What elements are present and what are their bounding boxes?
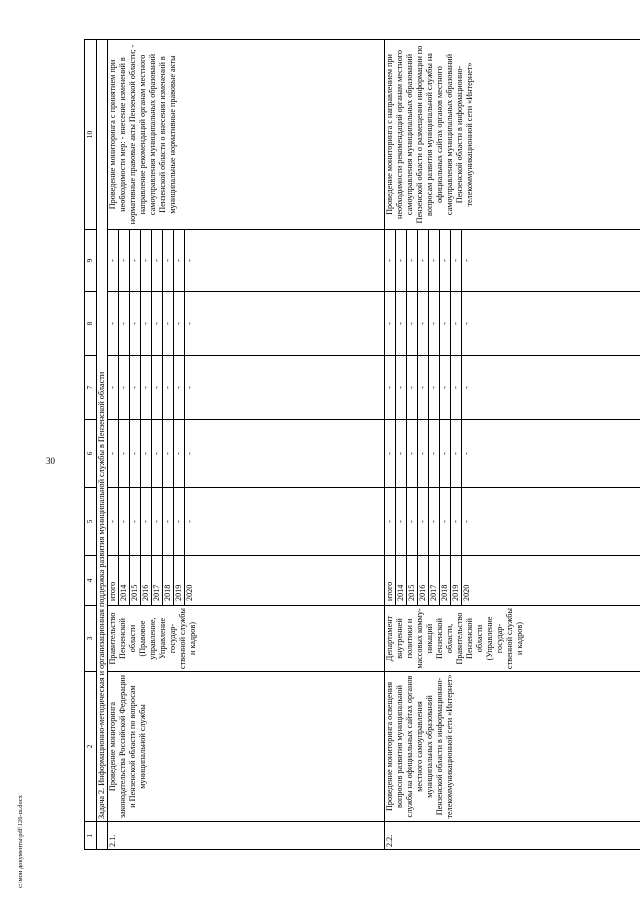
value-cell: - <box>462 292 640 356</box>
value-cell: - <box>108 488 119 556</box>
table-row <box>385 40 396 850</box>
value-cell: - <box>440 356 451 420</box>
value-cell: - <box>185 230 385 292</box>
value-cell: - <box>462 488 640 556</box>
header-cell: 2 <box>85 672 97 822</box>
header-row <box>85 40 97 850</box>
value-cell: - <box>385 420 396 488</box>
value-cell: - <box>429 488 440 556</box>
row-name: Проведение мониторинга освещения вопросов развития муниципальной службы на официальных сайтах органов местного самоуправления муниципальных образований Пензенской области в информационно-телекоммуникационной сети «Интернет» <box>385 672 640 822</box>
year-cell: 2020 <box>462 556 640 606</box>
value-cell: - <box>119 292 130 356</box>
value-cell: - <box>130 420 141 488</box>
value-cell: - <box>174 420 185 488</box>
year-cell: 2018 <box>163 556 174 606</box>
row-result: Проведение мониторинга с принятием при необходимости мер: - внесение изменений в нормативные правовые акты Пензенской области; - направление рекомендаций органам местного самоуправления муниципальных образований Пензенской области о внесении изменений в муниципальные нормативные правовые акты <box>108 40 385 230</box>
year-cell: 2019 <box>451 556 462 606</box>
value-cell: - <box>119 356 130 420</box>
value-cell: - <box>152 356 163 420</box>
value-cell: - <box>163 488 174 556</box>
row-name: Проведение мониторинга законодательства Российской Федерации и Пензенской области по вопросам муниципальной службы <box>108 672 385 822</box>
year-cell: итого <box>385 556 396 606</box>
row-executor: Департамент внутренней политики и массовых комму-никаций Пензенской области, Правительство Пензенской области (Управление государ-ственной службы и кадров) <box>385 606 640 672</box>
value-cell: - <box>429 292 440 356</box>
header-cell: 9 <box>85 230 97 292</box>
value-cell: - <box>429 230 440 292</box>
task-title: Задача 2. Информационно-методическая и организационная поддержка развития муниципальной службы в Пензенской области <box>97 40 108 822</box>
value-cell: - <box>407 230 418 292</box>
header-cell: 10 <box>85 40 97 230</box>
value-cell: - <box>385 356 396 420</box>
value-cell: - <box>462 356 640 420</box>
page-number: 30 <box>46 456 55 466</box>
value-cell: - <box>440 292 451 356</box>
value-cell: - <box>119 230 130 292</box>
value-cell: - <box>396 420 407 488</box>
value-cell: - <box>385 488 396 556</box>
value-cell: - <box>396 488 407 556</box>
value-cell: - <box>141 356 152 420</box>
value-cell: - <box>185 420 385 488</box>
value-cell: - <box>396 292 407 356</box>
value-cell: - <box>152 292 163 356</box>
value-cell: - <box>141 488 152 556</box>
row-executor: Правительство Пензенской области (Правовое управление, Управление государ-ственной службы и кадров) <box>108 606 385 672</box>
row-number: 2.1. <box>108 822 385 850</box>
value-cell: - <box>174 230 185 292</box>
value-cell: - <box>119 420 130 488</box>
header-cell: 4 <box>85 556 97 606</box>
footer-file-path: c:\мои документы\pdf\126-ш.docx <box>17 795 24 888</box>
value-cell: - <box>451 230 462 292</box>
value-cell: - <box>385 292 396 356</box>
value-cell: - <box>429 420 440 488</box>
header-cell: 3 <box>85 606 97 672</box>
value-cell: - <box>119 488 130 556</box>
value-cell: - <box>451 488 462 556</box>
year-cell: 2020 <box>185 556 385 606</box>
table-row <box>108 40 119 850</box>
value-cell: - <box>451 420 462 488</box>
year-cell: 2015 <box>130 556 141 606</box>
value-cell: - <box>440 488 451 556</box>
year-cell: 2015 <box>407 556 418 606</box>
header-cell: 6 <box>85 420 97 488</box>
value-cell: - <box>108 292 119 356</box>
value-cell: - <box>462 420 640 488</box>
value-cell: - <box>174 488 185 556</box>
value-cell: - <box>418 488 429 556</box>
value-cell: - <box>396 356 407 420</box>
value-cell: - <box>130 356 141 420</box>
value-cell: - <box>130 230 141 292</box>
program-table <box>84 39 640 850</box>
value-cell: - <box>108 356 119 420</box>
row-result: Проведение мониторинга с направлением при необходимости рекомендаций органам местного самоуправления муниципальных образований Пензенской области о размещении информации по вопросам развития муниципальной службы на официальных сайтах органов местного самоуправления муниципальных образований Пензенской области в информационно-телекоммуникационной сети «Интернет» <box>385 40 640 230</box>
value-cell: - <box>418 230 429 292</box>
header-cell: 7 <box>85 356 97 420</box>
value-cell: - <box>141 420 152 488</box>
year-cell: 2016 <box>141 556 152 606</box>
value-cell: - <box>407 420 418 488</box>
value-cell: - <box>163 230 174 292</box>
year-cell: 2014 <box>119 556 130 606</box>
value-cell: - <box>152 230 163 292</box>
value-cell: - <box>130 292 141 356</box>
header-cell: 1 <box>85 822 97 850</box>
value-cell: - <box>385 230 396 292</box>
year-cell: 2019 <box>174 556 185 606</box>
header-cell: 8 <box>85 292 97 356</box>
value-cell: - <box>451 292 462 356</box>
value-cell: - <box>440 230 451 292</box>
value-cell: - <box>152 488 163 556</box>
value-cell: - <box>418 356 429 420</box>
value-cell: - <box>407 356 418 420</box>
year-cell: 2014 <box>396 556 407 606</box>
value-cell: - <box>108 230 119 292</box>
value-cell: - <box>185 356 385 420</box>
value-cell: - <box>108 420 119 488</box>
value-cell: - <box>185 292 385 356</box>
value-cell: - <box>429 356 440 420</box>
header-cell: 5 <box>85 488 97 556</box>
value-cell: - <box>152 420 163 488</box>
value-cell: - <box>174 356 185 420</box>
value-cell: - <box>407 292 418 356</box>
value-cell: - <box>163 356 174 420</box>
value-cell: - <box>418 420 429 488</box>
value-cell: - <box>141 292 152 356</box>
value-cell: - <box>185 488 385 556</box>
value-cell: - <box>440 420 451 488</box>
value-cell: - <box>396 230 407 292</box>
value-cell: - <box>451 356 462 420</box>
year-cell: 2018 <box>440 556 451 606</box>
value-cell: - <box>141 230 152 292</box>
value-cell: - <box>407 488 418 556</box>
rotated-table-container <box>84 40 584 850</box>
year-cell: 2017 <box>152 556 163 606</box>
value-cell: - <box>462 230 640 292</box>
value-cell: - <box>418 292 429 356</box>
task-title-row <box>97 40 108 850</box>
year-cell: 2016 <box>418 556 429 606</box>
year-cell: 2017 <box>429 556 440 606</box>
value-cell: - <box>163 292 174 356</box>
value-cell: - <box>174 292 185 356</box>
value-cell: - <box>130 488 141 556</box>
row-number: 2.2. <box>385 822 640 850</box>
value-cell: - <box>163 420 174 488</box>
year-cell: итого <box>108 556 119 606</box>
